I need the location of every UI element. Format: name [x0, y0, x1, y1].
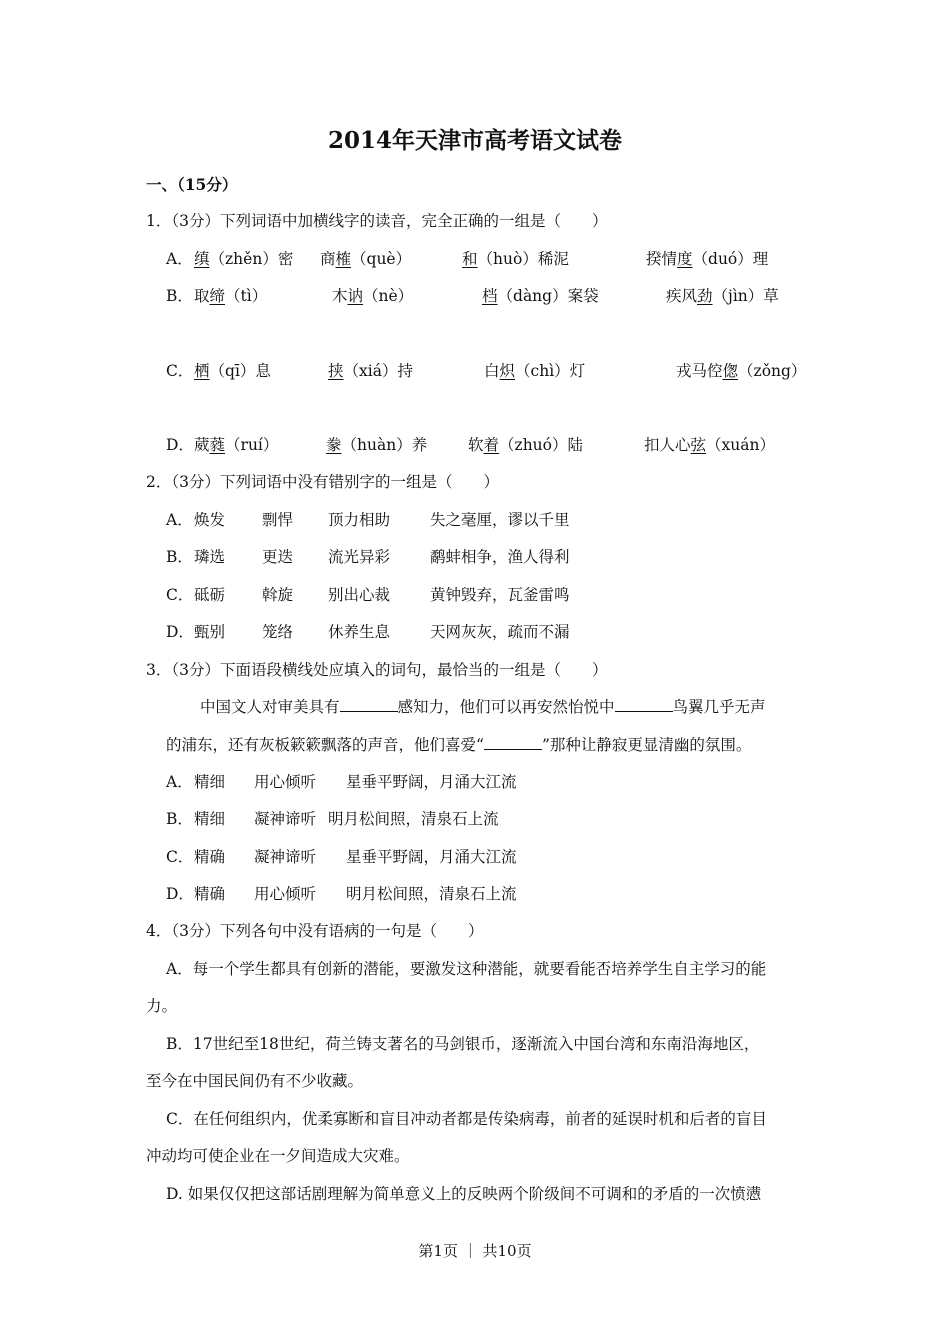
q1-a-word3: 和（huò）稀泥: [462, 250, 569, 268]
fill-blank: [484, 735, 542, 750]
q1-a-word1: 缜（zhěn）密: [194, 250, 294, 268]
q2-d-word1: 甄别: [194, 623, 226, 641]
q3-option-a-label: A．: [166, 773, 193, 791]
q4-option-c-line1: C．在任何组织内，优柔寡断和盲目冲动者都是传染病毒，前者的延误时机和后者的盲目: [166, 1110, 767, 1128]
q4-stem: 4．（3分）下列各句中没有语病的一句是（ ）: [146, 922, 484, 940]
q3-stem: 3．（3分）下面语段横线处应填入的词句，最恰当的一组是（ ）: [146, 661, 608, 679]
q2-a-word3: 顶力相助: [328, 511, 391, 529]
q1-option-c-label: C．: [166, 362, 194, 380]
q1-c-word2: 挟（xiá）持: [328, 362, 413, 380]
q2-c-word1: 砥砺: [194, 586, 226, 604]
page-title: 2014年天津市高考语文试卷: [327, 127, 622, 154]
q2-b-word2: 更迭: [262, 548, 294, 566]
q2-d-word4: 天网灰灰，疏而不漏: [430, 623, 570, 641]
q1-option-a-label: A．: [166, 250, 193, 268]
q2-c-word2: 斡旋: [262, 586, 294, 604]
q2-d-word3: 休养生息: [328, 623, 391, 641]
q3-a-word3: 星垂平野阔，月涌大江流: [346, 773, 517, 791]
q1-option-d-label: D．: [166, 436, 194, 454]
q2-d-word2: 笼络: [262, 623, 294, 641]
section-heading: 一、（15分）: [146, 175, 238, 194]
q3-b-word3: 明月松间照，清泉石上流: [328, 810, 499, 828]
q3-a-word1: 精细: [194, 773, 226, 791]
q3-c-word3: 星垂平野阔，月涌大江流: [346, 848, 517, 866]
q1-c-word1: 栖（qī）息: [194, 362, 271, 380]
q3-b-word1: 精细: [194, 810, 226, 828]
q1-c-word4: 戎马倥偬（zǒng）: [676, 362, 807, 380]
q1-b-word1: 取缔（tì）: [194, 287, 268, 305]
q4-option-b-line1: B．17世纪至18世纪，荷兰铸支著名的马剑银币，逐渐流入中国台湾和东南沿海地区，: [166, 1035, 760, 1053]
q2-stem: 2．（3分）下列词语中没有错别字的一组是（ ）: [146, 473, 499, 491]
q1-b-word3: 档（dàng）案袋: [482, 287, 599, 305]
q1-a-word4: 揆情度（duó）理: [646, 250, 769, 268]
q4-option-c-line2: 冲动均可使企业在一夕间造成大灾难。: [146, 1147, 410, 1165]
q2-option-c-label: C．: [166, 586, 194, 604]
q3-d-word1: 精确: [194, 885, 226, 903]
q3-c-word1: 精确: [194, 848, 226, 866]
q2-option-a-label: A．: [166, 511, 193, 529]
q1-d-word1: 葳蕤（ruí）: [194, 436, 279, 454]
page-footer: 第1页 ｜ 共10页: [418, 1242, 532, 1260]
q1-option-b-label: B．: [166, 287, 193, 305]
q2-b-word1: 璘选: [194, 548, 226, 566]
q3-d-word2: 用心倾听: [254, 885, 317, 903]
q4-option-d-line1: D. 如果仅仅把这部话剧理解为简单意义上的反映两个阶级间不可调和的矛盾的一次愤懑: [166, 1185, 762, 1203]
q3-option-d-label: D．: [166, 885, 194, 903]
q2-c-word3: 别出心裁: [328, 586, 391, 604]
q3-d-word3: 明月松间照，清泉石上流: [346, 885, 517, 903]
q1-a-word2: 商榷（què）: [320, 250, 412, 268]
q3-option-b-label: B．: [166, 810, 193, 828]
q3-passage-line1: 中国文人对审美具有 感知力，他们可以再安然怡悦中 鸟翼几乎无声: [200, 698, 766, 716]
q3-option-c-label: C．: [166, 848, 194, 866]
q3-passage-line2: 的浦东，还有灰板簌簌飘落的声音，他们喜爱“ ”那种让静寂更显清幽的氛围。: [166, 736, 752, 754]
fill-blank: [615, 697, 673, 712]
q1-c-word3: 白炽（chì）灯: [484, 362, 586, 380]
q2-a-word1: 焕发: [194, 511, 226, 529]
q2-option-d-label: D．: [166, 623, 194, 641]
q1-d-word4: 扣人心弦（xuán）: [644, 436, 775, 454]
q2-b-word4: 鹬蚌相争，渔人得利: [430, 548, 570, 566]
q3-b-word2: 凝神谛听: [254, 810, 317, 828]
q1-d-word3: 软着（zhuó）陆: [468, 436, 583, 454]
q3-c-word2: 凝神谛听: [254, 848, 317, 866]
q2-a-word4: 失之毫厘，谬以千里: [430, 511, 570, 529]
q4-option-b-line2: 至今在中国民间仍有不少收藏。: [146, 1072, 364, 1090]
q3-a-word2: 用心倾听: [254, 773, 317, 791]
q2-option-b-label: B．: [166, 548, 193, 566]
q2-b-word3: 流光异彩: [328, 548, 391, 566]
q1-d-word2: 豢（huàn）养: [326, 436, 428, 454]
fill-blank: [340, 697, 398, 712]
q2-c-word4: 黄钟毁弃，瓦釜雷鸣: [430, 586, 570, 604]
q2-a-word2: 剽悍: [262, 511, 294, 529]
q4-option-a-line1: A．每一个学生都具有创新的潜能，要激发这种潜能，就要看能否培养学生自主学习的能: [166, 960, 767, 978]
q4-option-a-line2: 力。: [146, 997, 178, 1015]
q1-b-word2: 木讷（nè）: [332, 287, 414, 305]
q1-stem: 1．（3分）下列词语中加横线字的读音，完全正确的一组是（ ）: [146, 212, 608, 230]
q1-b-word4: 疾风劲（jìn）草: [666, 287, 779, 305]
